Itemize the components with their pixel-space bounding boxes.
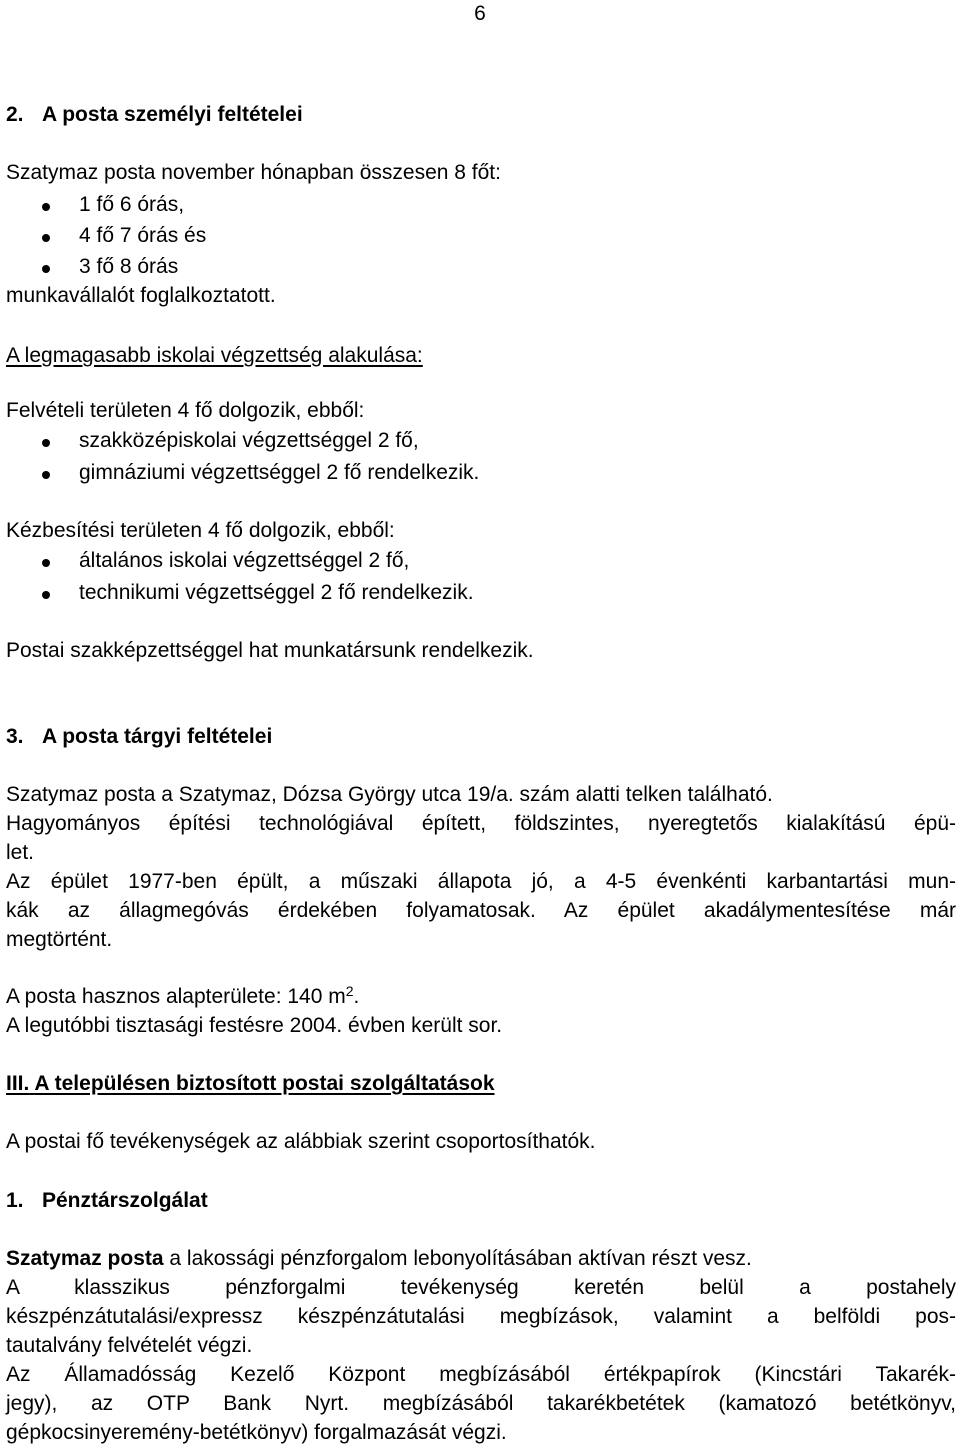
paragraph-line: Hagyományos építési technológiával épített, földszintes, nyeregtetős kialakítású épü- <box>6 812 956 835</box>
staff-intro: Szatymaz posta november hónapban összesen 8 főt: <box>6 161 501 184</box>
section-number: 1. <box>6 1189 24 1212</box>
bullet-icon <box>42 439 50 447</box>
paragraph-line: A klasszikus pénzforgalmi tevékenység keretén belül a postahely <box>6 1276 956 1299</box>
list-item: technikumi végzettséggel 2 fő rendelkezik. <box>79 581 474 604</box>
bullet-icon <box>42 559 50 567</box>
staff-outro: munkavállalót foglalkoztatott. <box>6 284 276 307</box>
section-number: III. <box>6 1072 30 1095</box>
paragraph-line: kák az állagmegóvás érdekében folyamatosak. Az épület akadálymentesítése már <box>6 899 956 922</box>
postai-qualification: Postai szakképzettséggel hat munkatársunk rendelkezik. <box>6 639 534 662</box>
list-item: 3 fő 8 órás <box>79 255 179 278</box>
section-number: 2. <box>6 103 24 126</box>
page-number: 6 <box>474 2 486 25</box>
section-1-heading <box>6 1188 208 1214</box>
paragraph-line: Az épület 1977-ben épült, a műszaki állapota jó, a 4-5 évenkénti karbantartási mun- <box>6 870 956 893</box>
bullet-icon <box>42 234 50 242</box>
floor-area: A posta hasznos alapterülete: 140 $m^2$. <box>6 983 360 1008</box>
paragraph-line: jegy), az OTP Bank Nyrt. megbízásából takarékbetétek (kamatozó betétkönyv, <box>6 1392 956 1415</box>
painting-info: A legutóbbi tisztasági festésre 2004. évben került sor. <box>6 1014 503 1037</box>
bullet-icon <box>42 265 50 273</box>
paragraph-line: megtörtént. <box>6 928 113 951</box>
list-item: gimnáziumi végzettséggel 2 fő rendelkezik. <box>79 461 480 484</box>
section-number: 3. <box>6 725 24 748</box>
kezbesitesi-intro: Kézbesítési területen 4 fő dolgozik, ebből: <box>6 519 395 542</box>
bullet-icon <box>42 471 50 479</box>
superscript: 2 <box>345 983 354 999</box>
education-heading: A legmagasabb iskolai végzettség alakulása: <box>6 344 423 367</box>
bold-text: Szatymaz posta <box>6 1247 164 1270</box>
section-title: A településen biztosított postai szolgáltatások <box>34 1072 495 1095</box>
paragraph-line: Szatymaz posta a Szatymaz, Dózsa György utca 19/a. szám alatti telken található. <box>6 783 773 806</box>
list-item: 4 fő 7 órás és <box>79 224 207 247</box>
paragraph-line: let. <box>6 841 35 864</box>
paragraph-line: tautalvány felvételét végzi. <box>6 1334 253 1357</box>
list-item: 1 fő 6 órás, <box>79 193 185 216</box>
services-intro: A postai fő tevékenységek az alábbiak szerint csoportosíthatók. <box>6 1130 596 1153</box>
bullet-icon <box>42 591 50 599</box>
felveteli-intro: Felvételi területen 4 fő dolgozik, ebből: <box>6 399 365 422</box>
paragraph-line: készpénzátutalási/expressz készpénzátutalási megbízások, valamint a belföldi pos- <box>6 1305 956 1328</box>
section-title: Pénztárszolgálat <box>42 1189 208 1212</box>
section-3-heading <box>6 724 272 750</box>
paragraph-line: Az Államadósság Kezelő Központ megbízásából értékpapírok (Kincstári Takarék- <box>6 1363 956 1386</box>
paragraph-line: Szatymaz posta a lakossági pénzforgalom lebonyolításában aktívan részt vesz. <box>6 1247 752 1270</box>
section-iii-heading <box>6 1071 495 1097</box>
paragraph-line: gépkocsinyeremény-betétkönyv) forgalmazását végzi. <box>6 1421 507 1444</box>
list-item: általános iskolai végzettséggel 2 fő, <box>79 549 410 572</box>
section-title: A posta személyi feltételei <box>42 103 303 126</box>
list-item: szakközépiskolai végzettséggel 2 fő, <box>79 429 419 452</box>
section-title: A posta tárgyi feltételei <box>42 725 273 748</box>
section-2-heading <box>6 102 303 128</box>
bullet-icon <box>42 203 50 211</box>
